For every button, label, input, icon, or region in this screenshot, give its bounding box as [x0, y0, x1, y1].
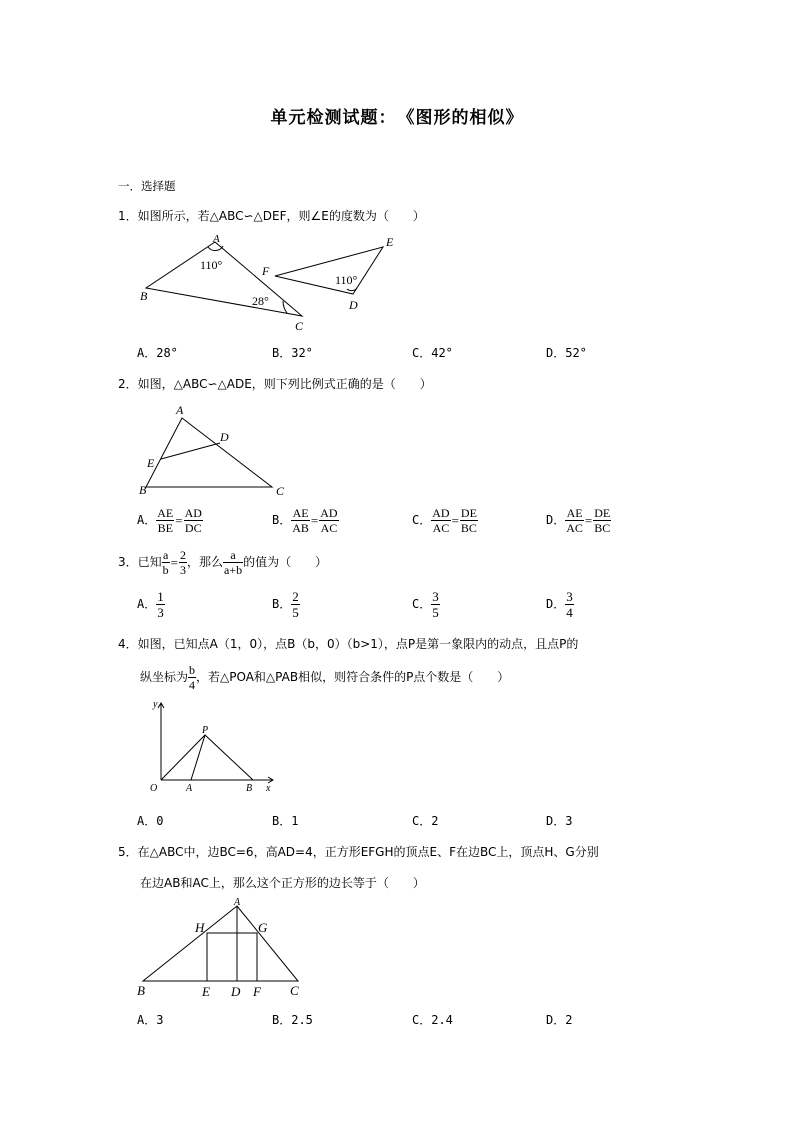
q5-option-c[interactable]: C．2.4 — [412, 1013, 453, 1027]
numerator: DE — [594, 506, 611, 520]
question-2-text: 2．如图，△ABC∽△ADE，则下列比例式正确的是（ ） — [118, 377, 432, 391]
numerator: 2 — [292, 589, 299, 604]
option-letter: C． — [412, 597, 432, 611]
denominator: AC — [320, 521, 338, 535]
option-letter: B． — [272, 513, 292, 527]
q5-figure — [135, 895, 310, 1003]
q1-angle-d: 110° — [335, 273, 358, 287]
page-title: 单元检测试题： 《图形的相似》 — [270, 108, 524, 128]
q2-option-d[interactable] — [546, 506, 611, 535]
q1-label-c: C — [295, 319, 304, 333]
ratio-1 — [291, 506, 310, 535]
q3-option-d[interactable] — [546, 589, 574, 620]
q4-label-p: P — [202, 725, 209, 736]
denominator: AC — [432, 521, 450, 535]
numerator: AD — [184, 506, 202, 520]
numerator: DE — [460, 506, 477, 520]
q4-label-o: O — [150, 783, 158, 794]
q5-label-b: B — [137, 983, 145, 998]
denominator: 3 — [157, 605, 164, 620]
triangle-abc — [146, 418, 272, 487]
q1-label-f: F — [262, 264, 270, 278]
denominator: 5 — [292, 605, 299, 620]
fraction-b-over-4 — [188, 663, 196, 692]
q5-option-d[interactable]: D．2 — [546, 1013, 573, 1027]
option-fraction — [431, 589, 440, 620]
q3-suffix: 的值为（ ） — [243, 555, 328, 569]
q1-angle-c: 28° — [252, 294, 269, 308]
fraction-two-thirds — [179, 548, 187, 577]
segment-ed — [161, 443, 220, 459]
ratio-1 — [431, 506, 450, 535]
q5-label-d: D — [231, 984, 241, 999]
triangle-pob — [161, 735, 253, 780]
q3-prefix: 3．已知 — [118, 555, 162, 569]
triangle-abc — [146, 242, 302, 316]
question-5-line-1: 5．在△ABC中，边BC=6，高AD=4，正方形EFGH的顶点E、F在边BC上，顶点H、G分别 — [118, 845, 599, 859]
ratio-2 — [460, 506, 478, 535]
q1-option-a[interactable]: A．28° — [137, 346, 178, 360]
q5-label-a: A — [234, 897, 241, 908]
denominator: 4 — [189, 678, 196, 692]
equals-sign: = — [584, 512, 593, 528]
option-letter: D． — [546, 597, 566, 611]
q2-label-c: C — [276, 484, 285, 498]
denominator: BC — [594, 521, 611, 535]
denominator: BE — [157, 521, 173, 535]
denominator: BC — [460, 521, 477, 535]
option-letter: B． — [272, 597, 292, 611]
q1-option-d[interactable]: D．52° — [546, 346, 587, 360]
equals-sign: = — [175, 512, 183, 528]
question-1-text: 1．如图所示，若△ABC∽△DEF，则∠E的度数为（ ） — [118, 209, 425, 223]
ratio-2 — [184, 506, 203, 535]
q4-label-a: A — [186, 783, 193, 794]
option-letter: A． — [137, 597, 157, 611]
numerator: a — [162, 548, 169, 562]
ratio-2 — [319, 506, 338, 535]
fraction-a-over-b — [162, 548, 170, 577]
q4-prefix: 纵坐标为 — [140, 670, 189, 684]
q5-option-a[interactable]: A．3 — [137, 1013, 164, 1027]
denominator: a+b — [224, 563, 243, 577]
numerator: 2 — [179, 548, 186, 562]
question-4-line-2 — [140, 663, 509, 692]
numerator: 1 — [157, 589, 164, 604]
numerator: a — [223, 548, 243, 563]
denominator: b — [162, 563, 169, 577]
denominator: AB — [292, 521, 309, 535]
q5-label-e: E — [202, 984, 210, 999]
q1-label-b: B — [140, 289, 148, 303]
q3-mid: ，那么 — [186, 555, 223, 569]
question-3-text — [118, 548, 327, 577]
q4-figure — [135, 697, 280, 797]
denominator: 4 — [566, 605, 573, 620]
q4-label-b: B — [246, 783, 253, 794]
equals-sign: = — [310, 512, 319, 528]
denominator: DC — [184, 521, 202, 535]
numerator: AE — [566, 506, 583, 520]
ratio-1 — [156, 506, 174, 535]
q5-option-b[interactable]: B．2.5 — [272, 1013, 313, 1027]
numerator: AE — [157, 506, 174, 520]
q2-label-e: E — [147, 456, 155, 470]
q4-label-y: y — [153, 699, 158, 710]
option-letter: D． — [546, 513, 566, 527]
q4-option-b[interactable]: B．1 — [272, 814, 299, 828]
square-efgh — [207, 933, 257, 981]
q5-label-h: H — [195, 920, 205, 935]
q4-suffix: ，若△POA和△PAB相似，则符合条件的P点个数是（ ） — [196, 670, 510, 684]
q2-option-c[interactable] — [412, 506, 478, 535]
option-fraction — [291, 589, 300, 620]
q1-label-a: A — [213, 233, 220, 245]
q1-angle-a: 110° — [200, 258, 223, 272]
q3-option-a[interactable] — [137, 589, 165, 620]
q1-label-e: E — [386, 235, 394, 249]
section-heading: 一．选择题 — [118, 179, 176, 193]
denominator: 3 — [179, 563, 186, 577]
ratio-1 — [565, 506, 584, 535]
q5-label-g: G — [258, 920, 268, 935]
option-fraction — [156, 589, 165, 620]
q2-label-b: B — [139, 483, 147, 497]
question-5-line-2: 在边AB和AC上，那么这个正方形的边长等于（ ） — [140, 876, 425, 890]
question-4-line-1: 4．如图，已知点A（1，0），点B（b，0）（b>1），点P是第一象限内的动点，且点P的 — [118, 637, 579, 651]
equals-sign: = — [451, 512, 459, 528]
denominator: 5 — [432, 605, 439, 620]
q1-option-b[interactable]: B．32° — [272, 346, 313, 360]
q1-label-d: D — [349, 298, 358, 312]
q4-option-a[interactable]: A．0 — [137, 814, 164, 828]
option-letter: A． — [137, 513, 157, 527]
numerator: AD — [432, 506, 450, 520]
q4-label-x: x — [266, 783, 271, 794]
numerator: AE — [292, 506, 309, 520]
equals-sign: = — [170, 554, 178, 570]
numerator: b — [189, 663, 196, 677]
q2-figure — [135, 400, 295, 500]
triangle-def — [275, 247, 383, 294]
q4-option-d[interactable]: D．3 — [546, 814, 573, 828]
q5-label-c: C — [290, 983, 299, 998]
numerator: 3 — [566, 589, 573, 604]
q3-option-b[interactable] — [272, 589, 300, 620]
triangle-abc — [143, 906, 298, 981]
denominator: AC — [566, 521, 583, 535]
option-letter: C． — [412, 513, 432, 527]
numerator: AD — [320, 506, 338, 520]
q4-option-c[interactable]: C．2 — [412, 814, 439, 828]
ratio-2 — [593, 506, 611, 535]
fraction-a-over-a-plus-b — [223, 548, 243, 577]
q2-label-a: A — [176, 403, 184, 417]
q3-option-c[interactable] — [412, 589, 440, 620]
numerator: 3 — [432, 589, 439, 604]
q5-label-f: F — [253, 984, 261, 999]
option-fraction — [565, 589, 574, 620]
q1-figure — [135, 230, 405, 338]
q2-label-d: D — [220, 430, 229, 444]
q2-option-a[interactable] — [137, 506, 203, 535]
q1-option-c[interactable]: C．42° — [412, 346, 453, 360]
q2-option-b[interactable] — [272, 506, 339, 535]
